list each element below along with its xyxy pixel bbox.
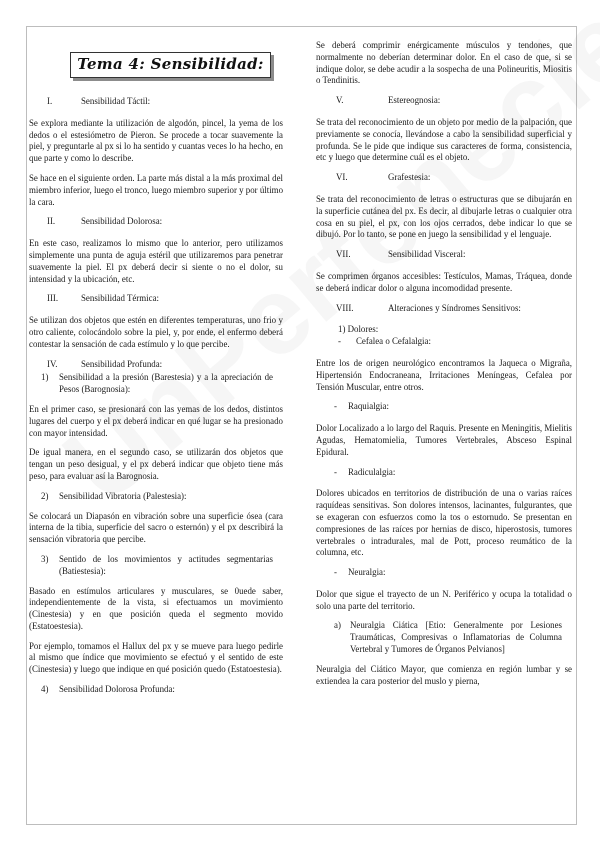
section-title: Estereognosia: — [388, 95, 441, 106]
subsection-number: a) — [334, 620, 341, 631]
section-title: Grafestesia: — [388, 172, 431, 183]
section-heading-3 — [29, 293, 283, 305]
paragraph: En este caso, realizamos lo mismo que lo anterior, pero utilizamos simplemente una punta de aguja estéril que utilizaremos para penetrar suavemente la piel. El px deberá decir si siente o no el dolor, su intensidad y la ubicación, etc. — [29, 238, 283, 284]
subsection-title: Neuralgia Ciática [Etio: Generalmente por Lesiones Traumáticas, Compresivas o Inflamatorias de Columna Vertebral y Tumores de Órganos Pelvianos] — [350, 620, 562, 655]
bullet-radiculalgia — [316, 467, 572, 479]
paragraph: En el primer caso, se presionará con las yemas de los dedos, distintos lugares del cuerpo y el px deberá indicar en qué lugar se ha presionado con mayor intensidad. — [29, 403, 283, 438]
paragraph: Se hace en el siguiente orden. La parte más distal a la más proximal del miembro inferior, luego el tronco, luego miembro superior y por último la cara. — [29, 172, 284, 207]
section-number: IV. — [47, 358, 58, 369]
paragraph: Se trata del reconocimiento de un objeto por medio de la palpación, que previamente se conocía, llevándose a cabo la sensibilidad superficial y profunda. Se le pide que indique sus caracteres de forma, consistencia, etc y luego que determine cuál es el objeto. — [316, 116, 572, 163]
paragraph: Se trata del reconocimiento de letras o estructuras que se dibujarán en la superficie cutánea del px. Es decir, al dibujarle letras o cualquier otra cosa en su piel, el px, con los ojos cerrados, debe indicar lo que se dibujó. Por lo tanto, se pone en juego la sensibilidad y el lenguaje. — [316, 193, 572, 240]
subsection-number: 4) — [41, 684, 49, 695]
subsection-title: Sensibilidad a la presión (Barestesia) y a la apreciación de Pesos (Barognosia): — [59, 372, 273, 395]
section-heading-8 — [316, 303, 572, 315]
subsection-title: Sensibilidad Dolorosa Profunda: — [59, 684, 175, 695]
bullet-raquialgia — [316, 401, 572, 413]
section-title: Sensibilidad Visceral: — [388, 249, 466, 260]
section-number: VIII. — [336, 302, 354, 313]
subsection-number: 2) — [41, 490, 49, 501]
dash: - — [334, 466, 337, 477]
subsection-title: Sentido de los movimientos y actitudes segmentarias (Batiestesia): — [59, 553, 273, 576]
subsection-1 — [29, 372, 283, 396]
subsection-4 — [29, 684, 283, 696]
paragraph: Se comprimen órganos accesibles: Testículos, Mamas, Tráquea, donde se deberá indicar dolor o alguna incomodidad presente. — [316, 270, 572, 293]
bullet-label: Neuralgia: — [348, 567, 386, 578]
paragraph: Se explora mediante la utilización de algodón, pincel, la yema de los dedos o el estesiómetro de Pieron. Se procede a tocar suavemente la piel, y preguntarle al px si lo ha sentido y cuantas veces lo ha hecho, en que parte y como lo describe. — [29, 117, 283, 164]
section-title: Sensibilidad Táctil: — [81, 96, 151, 106]
section-title: Sensibilidad Profunda: — [81, 358, 163, 369]
bullet-label: Raquialgia: — [348, 401, 389, 412]
paragraph: Se colocará un Diapasón en vibración sobre una superficie ósea (cara interna de la tibia, superficie del sacro o esternón) y el px describirá la sensación vibratoria que percibe. — [29, 510, 283, 545]
bullet-neuralgia — [316, 567, 572, 579]
subsection-a — [316, 620, 572, 655]
paragraph: Neuralgia del Ciático Mayor, que comienza en región lumbar y se extiendea la cara posterior del muslo y pierna, — [316, 663, 572, 686]
section-heading-1 — [29, 96, 283, 108]
section-title: Sensibilidad Térmica: — [81, 293, 159, 304]
dolores-heading: 1) Dolores: — [338, 324, 379, 335]
subsection-3 — [29, 554, 283, 578]
subsection-number: 1) — [41, 372, 49, 383]
section-title: Sensibilidad Dolorosa: — [81, 216, 163, 227]
section-heading-7 — [316, 249, 572, 261]
section-number: V. — [336, 95, 344, 106]
dash: - — [338, 336, 341, 347]
section-heading-4 — [29, 359, 283, 371]
bullet-label: Radiculalgia: — [348, 466, 396, 477]
section-heading-6 — [316, 172, 572, 184]
dash: - — [334, 401, 337, 412]
dolores-subheading — [316, 336, 572, 348]
right-column — [316, 40, 572, 695]
subsection-title: Sensibilidad Vibratoria (Palestesia): — [59, 490, 187, 501]
left-column — [29, 40, 283, 704]
subsection-number: 3) — [41, 553, 49, 564]
paragraph: Basado en estímulos articulares y musculares, se 0uede saber, independientemente de la vista, si efectuamos un movimiento (Cinestesia) y en que posición queda el segmento movido (Estatoestesia). — [29, 585, 283, 631]
section-number: VI. — [336, 172, 348, 183]
dash: - — [334, 567, 337, 578]
paragraph: Por ejemplo, tomamos el Hallux del px y se mueve para luego pedirle al mismo que índice que movimiento se efectuó y el sentido de este (Cinestesia) y luego que indique en qué posición quedo (Estatoestesia). — [29, 640, 283, 675]
paragraph: Dolor Localizado a lo largo del Raquis. Presente en Meningitis, Mielitis Agudas, Hematomielia, Tumores Vertebrales, Absceso Espinal Epidural. — [316, 423, 572, 457]
page-title: Tema 4: Sensibilidad: — [70, 52, 271, 78]
paragraph: Se utilizan dos objetos que estén en diferentes temperaturas, uno frio y otro caliente, colocándolo sobre la piel, y, por ende, el enfermo deberá contestar la sensación de cada estímulo y lo que percibe. — [29, 315, 283, 349]
paragraph: De igual manera, en el segundo caso, se utilizarán dos objetos que tengan un peso desigual, y el px deberá indicar que objeto tiene más peso, para evaluar así la Barognosia. — [29, 447, 283, 481]
section-number: III. — [47, 293, 59, 304]
section-number: II. — [47, 216, 56, 227]
section-title: Alteraciones y Síndromes Sensitivos: — [388, 302, 521, 313]
paragraph: Se deberá comprimir enérgicamente músculos y tendones, que normalmente no deberían determinar dolor. En el caso de que, si se indique dolor, se debe acudir a la sospecha de una Polineuritis, Miositis o Tendinitis. — [316, 40, 572, 86]
paragraph: Entre los de origen neurológico encontramos la Jaqueca o Migraña, Hipertensión Endocraneana, Irritaciones Meníngeas, Cefalea por Tensión Muscular, entre otros. — [316, 357, 572, 392]
paragraph: Dolores ubicados en territorios de distribución de una o varias raíces raquídeas sensitivas. Son dolores intensos, lacinantes, fulgurantes, que se exageran con esfuerzos como la tos o estornudo. Se presentan en compresiones de las raíces por hernias de disco, hiperostosis, tumores vertebrales o intradurales, mal de Pott, proceso reumático de la columna, etc. — [316, 488, 572, 558]
section-number: VII. — [336, 249, 351, 260]
section-heading-5 — [316, 95, 572, 107]
subsection-2 — [29, 491, 283, 503]
section-number: I. — [47, 96, 53, 106]
paragraph: Dolor que sigue el trayecto de un N. Periférico y ocupa la totalidad o solo una parte del territorio. — [316, 588, 572, 611]
section-heading-2 — [29, 216, 283, 228]
subheading-label: Cefalea o Cefalalgia: — [356, 336, 431, 347]
